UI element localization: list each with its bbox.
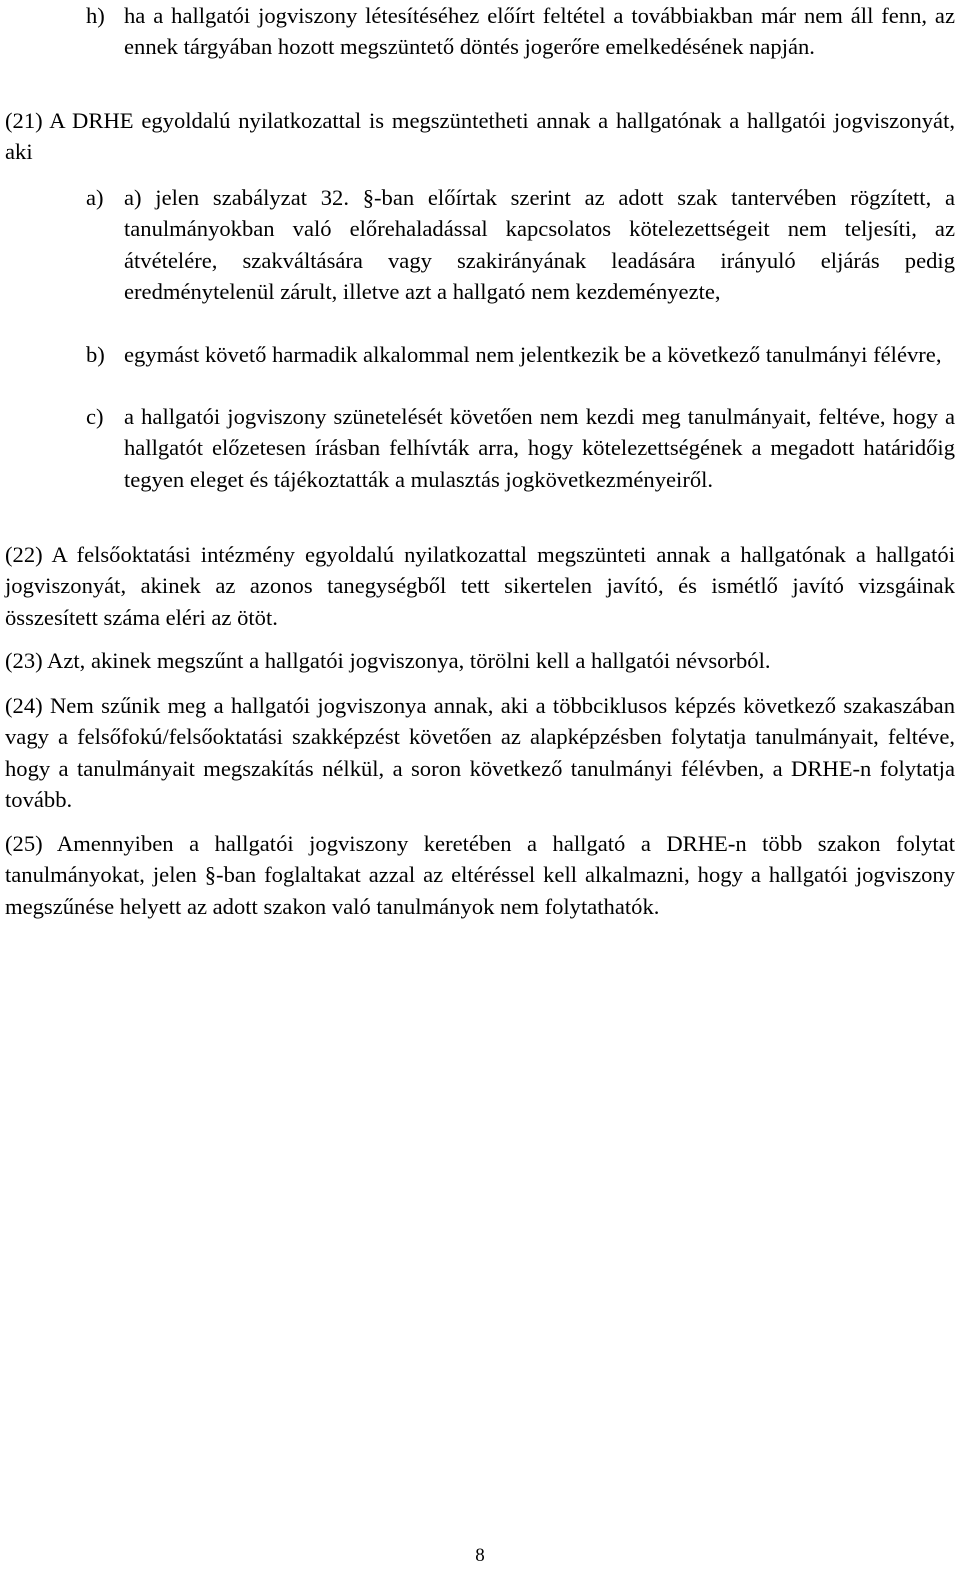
page-number: 8 bbox=[475, 1545, 485, 1566]
paragraph-21: (21) A DRHE egyoldalú nyilatkozattal is megszüntetheti annak a hallgatónak a hallgatói jogviszonyát, aki bbox=[5, 108, 955, 165]
list-item-h bbox=[86, 0, 955, 63]
item-letter: c) bbox=[86, 404, 104, 429]
paragraph-25: (25) Amennyiben a hallgatói jogviszony keretében a hallgató a DRHE-n több szakon folytat tanulmányokat, jelen §-ban foglaltakat azzal az eltéréssel kell alkalmazni, hogy a hallgatói jogviszony megszűnése helyett az adott szakon való tanulmányok nem folytathatók. bbox=[5, 831, 955, 919]
paragraph-22: (22) A felsőoktatási intézmény egyoldalú nyilatkozattal megszünteti annak a hallgatónak a hallgatói jogviszonyát, akinek az azonos tanegységből tett sikertelen javító, és ismétlő javító vizsgáinak összesített száma eléri az ötöt. bbox=[5, 542, 955, 630]
item-text: a hallgatói jogviszony szünetelését követően nem kezdi meg tanulmányait, feltéve, hogy a hallgatót előzetesen írásban felhívták arra, hogy kötelezettségének a megadott határidőig tegyen eleget és tájékoztatták a mulasztás jogkövetkezményeiről. bbox=[124, 404, 955, 492]
item-letter: h) bbox=[86, 3, 105, 28]
item-text: egymást követő harmadik alkalommal nem jelentkezik be a következő tanulmányi félévre, bbox=[124, 342, 942, 367]
item-text: a) jelen szabályzat 32. §-ban előírtak szerint az adott szak tantervében rögzített, a tanulmányokban való előrehaladással kapcsolatos kötelezettségeit nem teljesíti, az átvételére, szakváltására vagy szakirányának leadására irányuló eljárás pedig eredménytelenül zárult, illetve azt a hallgató nem kezdeményezte, bbox=[124, 185, 955, 305]
paragraph-23: (23) Azt, akinek megszűnt a hallgatói jogviszonya, törölni kell a hallgatói névsorból. bbox=[5, 648, 771, 673]
item-letter: a) bbox=[86, 185, 104, 210]
list-item-a bbox=[86, 182, 955, 308]
list-item-c bbox=[86, 401, 955, 495]
paragraph-24: (24) Nem szűnik meg a hallgatói jogviszonya annak, aki a többciklusos képzés következő szakaszában vagy a felsőfokú/felsőoktatási szakképzést követően az alapképzésben folytatja tanulmányait, feltéve, hogy a tanulmányait megszakítás nélkül, a soron következő tanulmányi félévben, a DRHE-n folytatja tovább. bbox=[5, 693, 955, 813]
item-text: ha a hallgatói jogviszony létesítéséhez előírt feltétel a továbbiakban már nem áll fenn, az ennek tárgyában hozott megszüntető döntés jogerőre emelkedésének napján. bbox=[124, 3, 955, 60]
item-letter: b) bbox=[86, 342, 105, 367]
list-item-b bbox=[86, 339, 955, 370]
